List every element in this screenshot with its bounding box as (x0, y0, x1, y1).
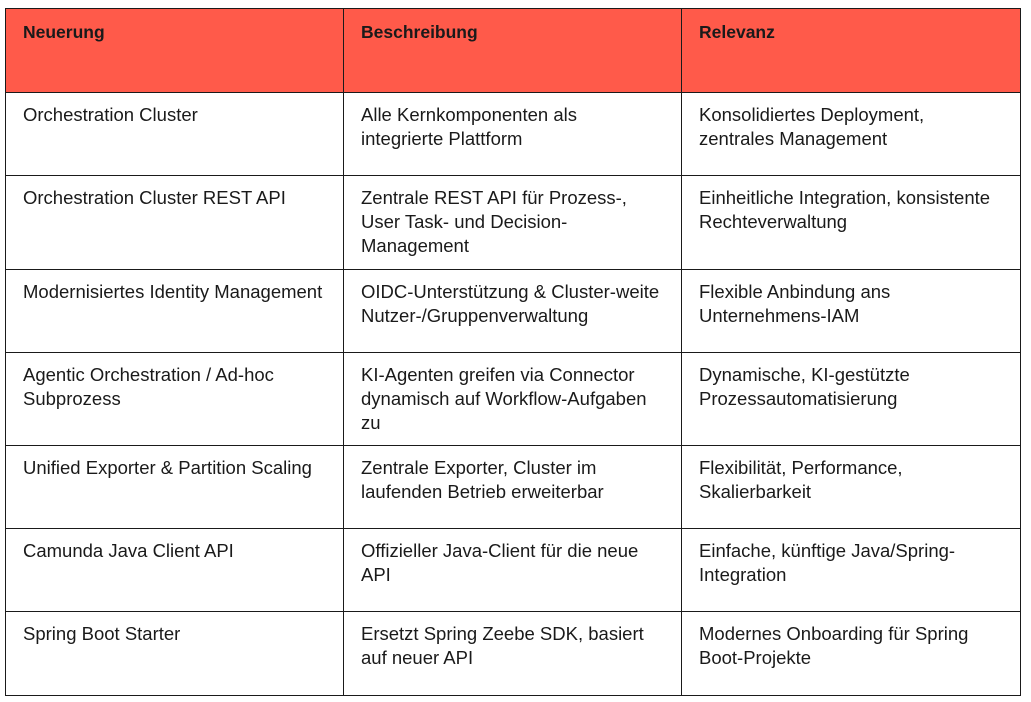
cell-relevanz: Flexibilität, Performance, Skalierbarkeit (682, 446, 1021, 529)
table-row (6, 270, 1021, 353)
cell-beschreibung: OIDC-Unterstützung & Cluster-weite Nutzer-/Gruppenverwaltung (344, 270, 682, 353)
cell-beschreibung: Ersetzt Spring Zeebe SDK, basiert auf neuer API (344, 612, 682, 696)
cell-beschreibung: Alle Kernkomponenten als integrierte Plattform (344, 93, 682, 176)
column-header-beschreibung: Beschreibung (344, 9, 682, 93)
cell-neuerung: Modernisiertes Identity Management (6, 270, 344, 353)
cell-beschreibung: Zentrale Exporter, Cluster im laufenden Betrieb erweiterbar (344, 446, 682, 529)
cell-neuerung: Spring Boot Starter (6, 612, 344, 696)
cell-neuerung: Orchestration Cluster REST API (6, 176, 344, 270)
column-header-neuerung: Neuerung (6, 9, 344, 93)
feature-table (5, 8, 1021, 696)
cell-relevanz: Einfache, künftige Java/Spring-Integration (682, 529, 1021, 612)
cell-relevanz: Dynamische, KI-gestützte Prozessautomatisierung (682, 353, 1021, 446)
cell-beschreibung: Offizieller Java-Client für die neue API (344, 529, 682, 612)
table-header (6, 9, 1021, 93)
table-row (6, 446, 1021, 529)
table-row (6, 612, 1021, 696)
table-row (6, 529, 1021, 612)
cell-relevanz: Flexible Anbindung ans Unternehmens-IAM (682, 270, 1021, 353)
cell-beschreibung: KI-Agenten greifen via Connector dynamisch auf Workflow-Aufgaben zu (344, 353, 682, 446)
cell-relevanz: Einheitliche Integration, konsistente Rechteverwaltung (682, 176, 1021, 270)
cell-neuerung: Camunda Java Client API (6, 529, 344, 612)
feature-table-container (5, 8, 1021, 696)
table-body (6, 93, 1021, 696)
cell-neuerung: Unified Exporter & Partition Scaling (6, 446, 344, 529)
cell-relevanz: Modernes Onboarding für Spring Boot-Projekte (682, 612, 1021, 696)
cell-neuerung: Orchestration Cluster (6, 93, 344, 176)
table-row (6, 176, 1021, 270)
cell-neuerung: Agentic Orchestration / Ad-hoc Subprozess (6, 353, 344, 446)
cell-relevanz: Konsolidiertes Deployment, zentrales Management (682, 93, 1021, 176)
table-row (6, 93, 1021, 176)
column-header-relevanz: Relevanz (682, 9, 1021, 93)
header-row (6, 9, 1021, 93)
table-row (6, 353, 1021, 446)
cell-beschreibung: Zentrale REST API für Prozess-, User Task- und Decision-Management (344, 176, 682, 270)
